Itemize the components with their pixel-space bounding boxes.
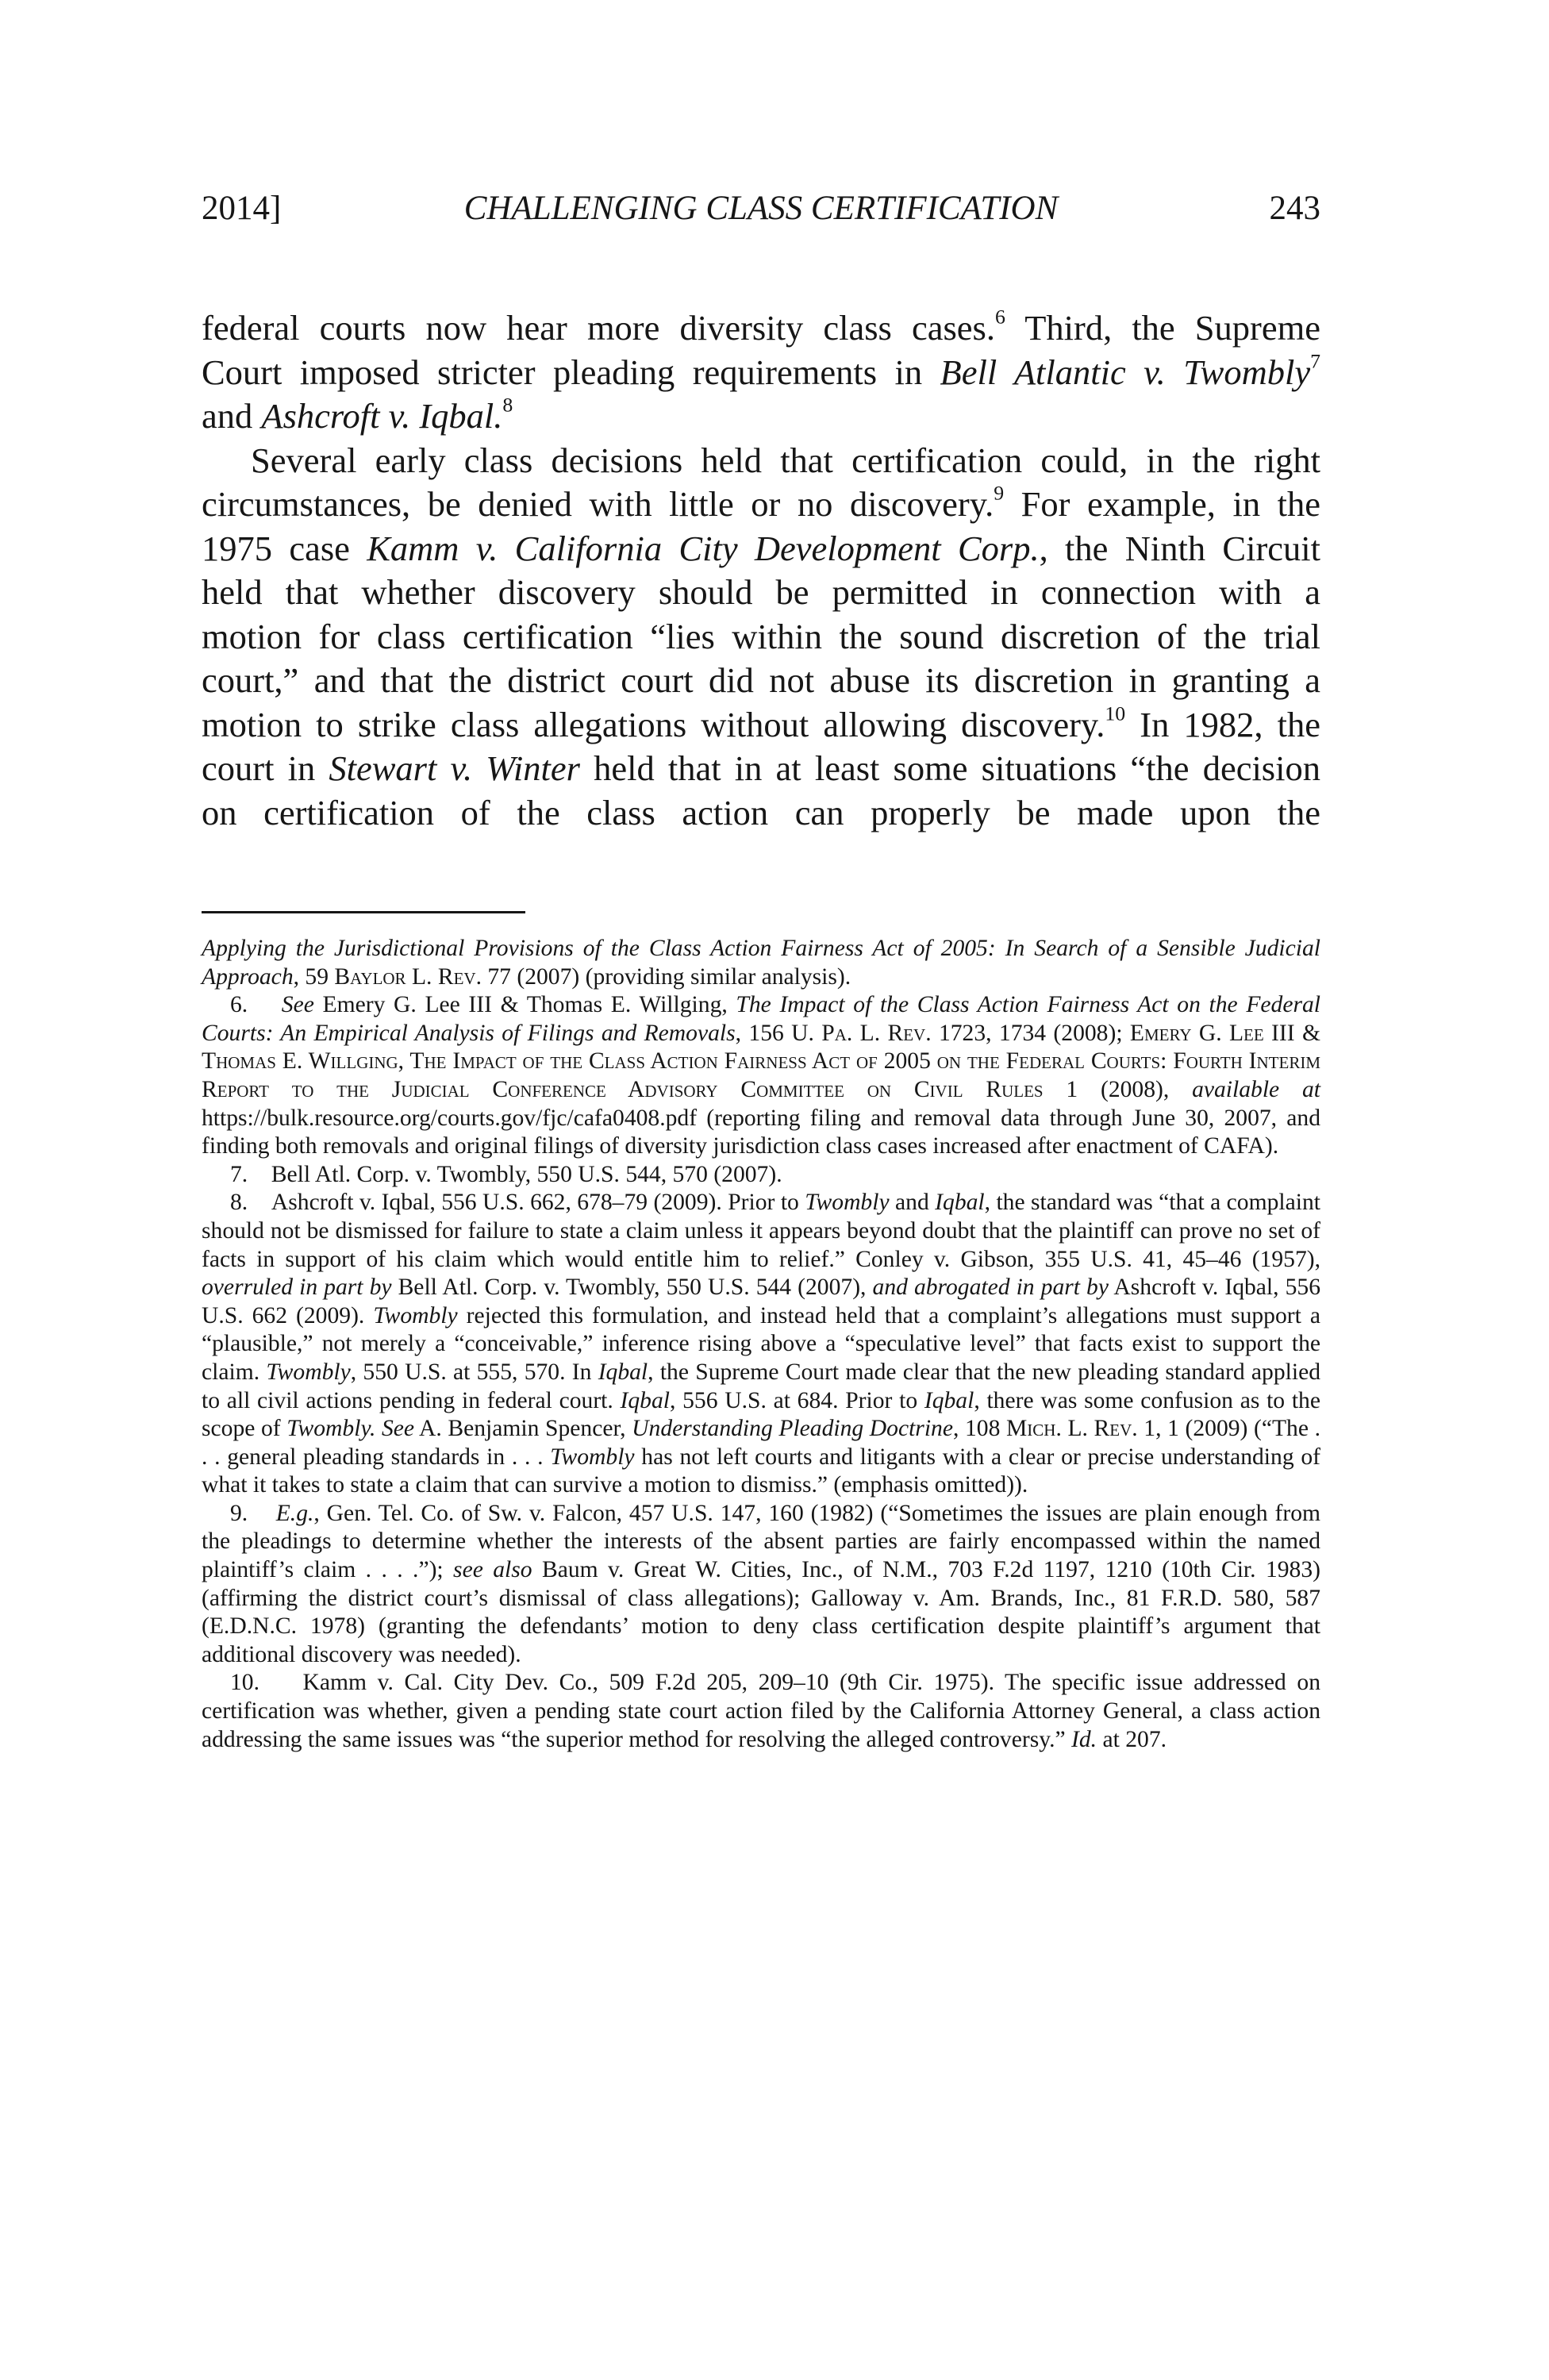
footnote-text: has not left courts and litigants with a clear or precise understanding of what it takes to state a claim that can survive a motion to dismiss.” (emphasis omitted)). bbox=[202, 1444, 1320, 1498]
body-line bbox=[202, 791, 1320, 836]
case-name: Twombly bbox=[550, 1444, 635, 1470]
body-text-span: court in bbox=[202, 748, 329, 788]
signal: Id. bbox=[1071, 1726, 1097, 1752]
journal-name: Baylor L. Rev. bbox=[334, 963, 482, 990]
body-line bbox=[202, 615, 1320, 659]
case-name: Iqbal bbox=[620, 1387, 670, 1413]
footnote-9 bbox=[202, 1500, 1320, 1670]
case-name: Twombly. See bbox=[286, 1416, 415, 1442]
header-running-title: CHALLENGING CLASS CERTIFICATION bbox=[463, 190, 1059, 227]
footnote-6 bbox=[202, 991, 1320, 1161]
article-title: Understanding Pleading Doctrine bbox=[632, 1416, 953, 1442]
body-text-span: In 1982, the bbox=[1125, 704, 1320, 744]
footnote-text: A. Benjamin Spencer, bbox=[414, 1416, 632, 1442]
footnote-text: , the standard was “that a complaint should not be dismissed for failure to state a claim unless it appears beyond doubt that the plaintiff can prove no set of facts in support of his claim which would entitle him to relief.” Conley v. Gibson, 355 U.S. 41, 45–46 (1957), bbox=[202, 1190, 1321, 1272]
article-title: Applying the Jurisdictional Provisions of the Class Action Fairness Act of 2005: In Search of a Sensible Judicial Approach bbox=[202, 936, 1320, 990]
body-line bbox=[202, 394, 1320, 439]
footnote-10 bbox=[202, 1669, 1320, 1754]
body-text-span: circumstances, be denied with little or no discovery. bbox=[202, 484, 994, 524]
footnote-ref-10: 10 bbox=[1105, 701, 1126, 725]
case-name-twombly: Bell Atlantic v. Twombly bbox=[940, 352, 1311, 392]
case-name: Twombly bbox=[805, 1190, 890, 1216]
body-text-span: held that in at least some situations “the decision bbox=[579, 748, 1320, 788]
footnote-number: 9. bbox=[230, 1500, 248, 1526]
body-text-span: and bbox=[202, 396, 262, 436]
body-line bbox=[202, 703, 1320, 748]
footnote-text: 77 (2007) (providing similar analysis). bbox=[481, 963, 851, 990]
body-text-span: Third, the Supreme bbox=[1005, 308, 1320, 348]
case-name-iqbal: Ashcroft v. Iqbal. bbox=[261, 396, 503, 436]
signal: see also bbox=[453, 1557, 532, 1583]
footnote-text: , 556 U.S. at 684. Prior to bbox=[670, 1387, 924, 1413]
body-line bbox=[202, 527, 1320, 571]
body-text-span: 1975 case bbox=[202, 528, 367, 568]
running-header bbox=[202, 189, 1320, 233]
header-volume-year: 2014] bbox=[202, 190, 282, 227]
footnote-7 bbox=[202, 1161, 1320, 1190]
case-name: Twombly bbox=[373, 1302, 458, 1328]
body-line bbox=[202, 439, 1320, 483]
journal-name: Mich. L. Rev. bbox=[1005, 1416, 1138, 1442]
footnote-text: Kamm v. Cal. City Dev. Co., 509 F.2d 205, 209–10 (9th Cir. 1975). The specific issue addressed on certification was whether, given a pending state court action filed by the California Attorney General, a class action addressing the same issues was “the superior method for resolving the alleged controversy.” bbox=[202, 1670, 1321, 1752]
body-text-span: motion for class certification “lies within the sound discretion of the trial bbox=[202, 616, 1320, 656]
footnote-text: and bbox=[889, 1190, 936, 1216]
footnote-text: , the Supreme Court made clear that the new pleading standard applied to all civil actions pending in federal court. bbox=[202, 1359, 1321, 1413]
signal: available at bbox=[1192, 1076, 1320, 1102]
signal: overruled in part by bbox=[202, 1275, 392, 1301]
footnote-text: , 550 U.S. at 555, 570. In bbox=[350, 1359, 598, 1385]
page-number: 243 bbox=[1269, 190, 1320, 227]
body-text-span: Several early class decisions held that certification could, in the right bbox=[251, 440, 1320, 480]
body-line bbox=[202, 306, 1320, 351]
footnote-text: Bell Atl. Corp. v. Twombly, 550 U.S. 544, 570 (2007). bbox=[271, 1161, 782, 1187]
footnote-continued bbox=[202, 935, 1320, 991]
case-name: Iqbal bbox=[598, 1359, 648, 1385]
footnote-number: 6. bbox=[230, 992, 248, 1018]
footnote-text: 1, 1 (2009) (“The . . . general pleading standards in . . . bbox=[202, 1416, 1320, 1470]
footnote-ref-8: 8 bbox=[502, 393, 513, 417]
case-name: Iqbal bbox=[924, 1387, 974, 1413]
report-title: Emery G. Lee III & Thomas E. Willging, The Impact of the Class Action Fairness Act of 2005 on the Federal Courts: Fourth Interim Report to the Judicial Conference Advisory Committee on Civil Rules bbox=[202, 1020, 1320, 1102]
case-name-stewart: Stewart v. Winter bbox=[329, 748, 580, 788]
body-text-span: Court imposed stricter pleading requirements in bbox=[202, 352, 940, 392]
footnote-number: 7. bbox=[230, 1161, 248, 1187]
signal: See bbox=[281, 992, 314, 1018]
body-line bbox=[202, 348, 1320, 395]
footnote-text: , 156 bbox=[735, 1020, 792, 1046]
footnote-separator bbox=[202, 911, 525, 913]
signal: and abrogated in part by bbox=[872, 1275, 1109, 1301]
footnote-8 bbox=[202, 1189, 1320, 1500]
footnote-text: , there was some confusion as to the scope of bbox=[202, 1387, 1320, 1442]
footnote-text: at 207. bbox=[1097, 1726, 1167, 1752]
body-text-span: motion to strike class allegations without allowing discovery. bbox=[202, 704, 1105, 744]
footnote-text: Baum v. Great W. Cities, Inc., of N.M., 703 F.2d 1197, 1210 (10th Cir. 1983) (affirming the district court’s dismissal of class allegations); Galloway v. Am. Brands, Inc., 81 F.R.D. 580, 587 (E.D.N.C. 1978) (granting the defendants’ motion to deny class certification despite plaintiff’s argument that additional discovery was needed). bbox=[202, 1557, 1320, 1667]
footnote-text: 1723, 1734 (2008); bbox=[931, 1020, 1130, 1046]
footnote-ref-6: 6 bbox=[994, 305, 1005, 329]
case-name: Iqbal bbox=[935, 1190, 985, 1216]
footnote-text: , 108 bbox=[952, 1416, 1006, 1442]
body-line bbox=[202, 659, 1320, 703]
footnote-text: , Gen. Tel. Co. of Sw. v. Falcon, 457 U.S. 147, 160 (1982) (“Sometimes the issues are plain enough from the pleadings to determine whether the interests of the absent parties are fairly encompassed within the named plaintiff’s claim . . . .”); bbox=[202, 1500, 1321, 1583]
footnote-text: Ashcroft v. Iqbal, 556 U.S. 662 (2009). bbox=[202, 1275, 1320, 1328]
case-name-kamm: Kamm v. California City Development Corp. bbox=[367, 528, 1040, 568]
body-line bbox=[202, 483, 1320, 527]
signal: E.g. bbox=[275, 1500, 314, 1526]
body-text-span: on certification of the class action can properly be made upon the bbox=[202, 792, 1320, 832]
body-text-span: federal courts now hear more diversity class cases. bbox=[202, 308, 995, 348]
footnote-text: , 59 bbox=[293, 963, 335, 990]
footnotes bbox=[202, 935, 1320, 1754]
footnote-text: Emery G. Lee III & Thomas E. Willging, bbox=[313, 992, 736, 1018]
body-text-span: held that whether discovery should be permitted in connection with a bbox=[202, 572, 1320, 612]
body-line bbox=[202, 571, 1320, 615]
footnote-text: Ashcroft v. Iqbal, 556 U.S. 662, 678–79 (2009). Prior to bbox=[271, 1190, 805, 1216]
body-text-span: For example, in the bbox=[1004, 484, 1320, 524]
article-title: The Impact of the Class Action Fairness Act on the Federal Courts: An Empirical Analysis of Filings and Removals bbox=[202, 992, 1321, 1046]
footnote-text: Bell Atl. Corp. v. Twombly, 550 U.S. 544 (2007), bbox=[391, 1275, 873, 1301]
footnote-text: https://bulk.resource.org/courts.gov/fjc/cafa0408.pdf (reporting filing and removal data through June 30, 2007, and finding both removals and original filings of diversity jurisdiction class cases increased after enactment of CAFA). bbox=[202, 1105, 1320, 1159]
body-text-span: court,” and that the district court did not abuse its discretion in granting a bbox=[202, 660, 1320, 700]
footnote-ref-9: 9 bbox=[994, 481, 1005, 505]
body-line bbox=[202, 747, 1320, 791]
footnote-number: 10. bbox=[230, 1670, 259, 1696]
case-name: Twombly bbox=[266, 1359, 351, 1385]
footnote-number: 8. bbox=[230, 1190, 248, 1216]
body-text-span: , the Ninth Circuit bbox=[1039, 528, 1320, 568]
footnote-ref-7: 7 bbox=[1310, 348, 1320, 372]
footnote-text: rejected this formulation, and instead held that a complaint’s allegations must support a “plausible,” not merely a “conceivable,” inference rising above a “speculative level” that facts exist to support the claim. bbox=[202, 1302, 1320, 1385]
main-text bbox=[202, 306, 1320, 835]
journal-name: U. Pa. L. Rev. bbox=[791, 1020, 932, 1046]
footnote-text: 1 (2008), bbox=[1043, 1076, 1193, 1102]
